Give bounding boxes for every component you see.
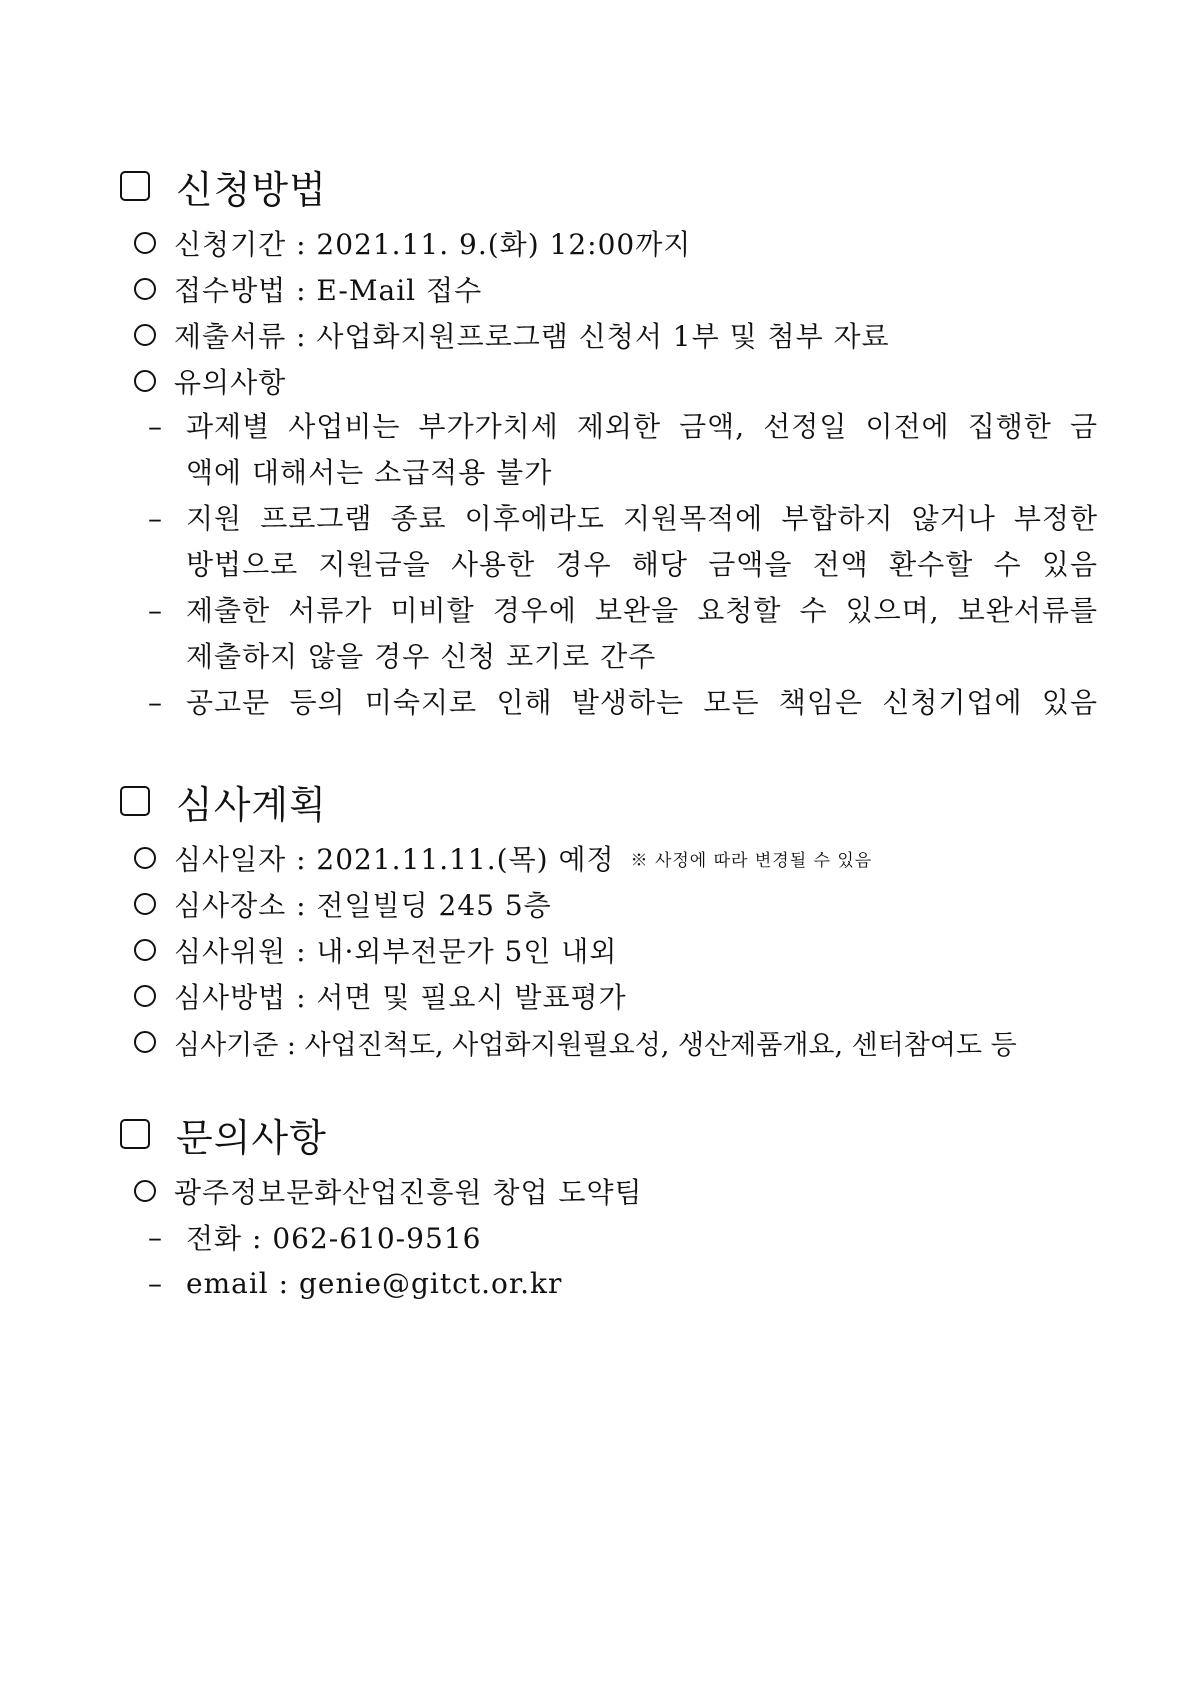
sub-item [118, 588, 1098, 680]
sub-item [118, 496, 1098, 588]
list-item [118, 312, 1098, 358]
item-text: 전화 : 062-610-9516 [186, 1222, 482, 1255]
item-text: 신청기간 : 2021.11. 9.(화) 12:00까지 [174, 228, 692, 261]
section-title: 심사계획 [176, 782, 327, 827]
list-item [118, 973, 1098, 1019]
sub-item [118, 680, 1098, 726]
item-note: ※ 사정에 따라 변경될 수 있음 [630, 850, 873, 871]
circle-bullet-icon [134, 847, 156, 869]
list-item [118, 1019, 1098, 1065]
list-item [118, 927, 1098, 973]
section-heading [118, 1106, 1098, 1162]
section-heading [118, 773, 1098, 829]
square-bullet-icon [120, 171, 150, 201]
dash-bullet-icon: – [148, 502, 163, 535]
sub-item [118, 404, 1098, 496]
sub-item-line: 제출하지 않을 경우 신청 포기로 간주 [186, 640, 657, 673]
circle-bullet-icon [134, 1180, 156, 1202]
item-text: 심사장소 : 전일빌딩 245 5층 [174, 889, 552, 922]
list-item [118, 835, 1098, 881]
dash-bullet-icon: – [148, 1266, 163, 1300]
contact-phone [118, 1214, 1098, 1260]
sub-item-line: 지원 프로그램 종료 이후에라도 지원목적에 부합하지 않거나 부정한 [186, 502, 1098, 535]
list-item [118, 358, 1098, 404]
item-text: 접수방법 : E-Mail 접수 [174, 274, 483, 307]
item-text: 유의사항 [174, 366, 287, 399]
item-text: 심사기준 : 사업진척도, 사업화지원필요성, 생산제품개요, 센터참여도 등 [174, 1029, 1017, 1061]
square-bullet-icon [120, 1119, 150, 1149]
sub-item-line: 액에 대해서는 소급적용 불가 [186, 456, 553, 489]
square-bullet-icon [120, 786, 150, 816]
circle-bullet-icon [134, 232, 156, 254]
sub-item-line: 공고문 등의 미숙지로 인해 발생하는 모든 책임은 신청기업에 있음 [186, 686, 1098, 719]
circle-bullet-icon [134, 324, 156, 346]
circle-bullet-icon [134, 278, 156, 300]
section-review-plan [118, 773, 1098, 1065]
item-text: email : genie@gitct.or.kr [186, 1266, 563, 1300]
sub-item-line: 과제별 사업비는 부가가치세 제외한 금액, 선정일 이전에 집행한 금 [186, 410, 1098, 443]
section-application-method [118, 158, 1098, 726]
section-title: 신청방법 [176, 167, 327, 212]
item-text: 제출서류 : 사업화지원프로그램 신청서 1부 및 첨부 자료 [174, 320, 890, 353]
section-title: 문의사항 [176, 1115, 327, 1160]
dash-bullet-icon: – [148, 410, 163, 443]
circle-bullet-icon [134, 370, 156, 392]
section-inquiries [118, 1106, 1098, 1306]
list-item [118, 266, 1098, 312]
section-heading [118, 158, 1098, 214]
dash-bullet-icon: – [148, 594, 163, 627]
circle-bullet-icon [134, 1031, 156, 1053]
circle-bullet-icon [134, 893, 156, 915]
item-text: 심사일자 : 2021.11.11.(목) 예정 [174, 843, 615, 876]
circle-bullet-icon [134, 985, 156, 1007]
list-item [118, 881, 1098, 927]
dash-bullet-icon: – [148, 1220, 163, 1254]
item-text: 심사위원 : 내·외부전문가 5인 내외 [174, 935, 618, 968]
dash-bullet-icon: – [148, 686, 163, 719]
circle-bullet-icon [134, 939, 156, 961]
list-item [118, 1168, 1098, 1214]
contact-email [118, 1260, 1098, 1306]
list-item [118, 220, 1098, 266]
item-text: 심사방법 : 서면 및 필요시 발표평가 [174, 981, 627, 1014]
sub-item-line: 제출한 서류가 미비할 경우에 보완을 요청할 수 있으며, 보완서류를 [186, 594, 1098, 627]
sub-item-line: 방법으로 지원금을 사용한 경우 해당 금액을 전액 환수할 수 있음 [186, 548, 1098, 581]
item-text: 광주정보문화산업진흥원 창업 도약팀 [174, 1176, 643, 1209]
